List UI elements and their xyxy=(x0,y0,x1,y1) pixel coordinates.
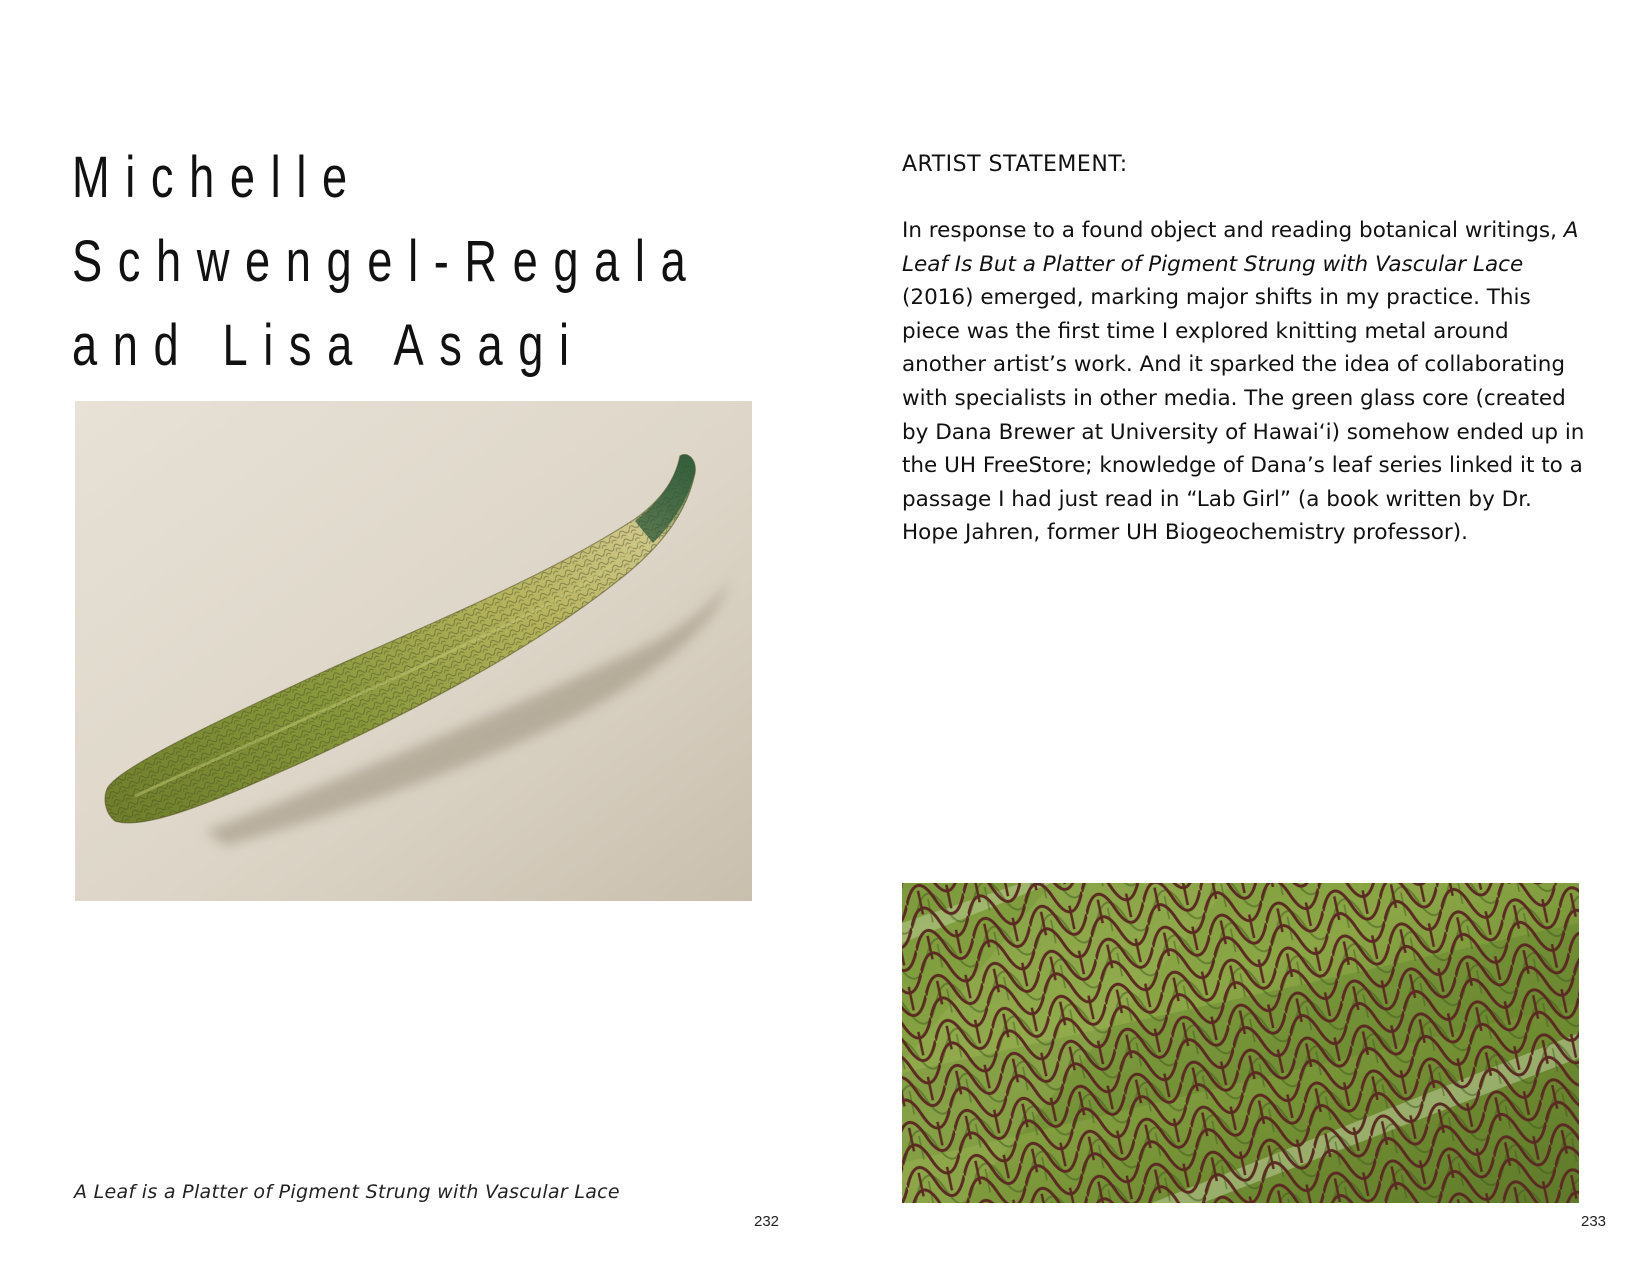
photo-caption: A Leaf is a Platter of Pigment Strung with Vascular Lace xyxy=(74,1181,620,1203)
wire-mesh-detail-photo xyxy=(902,883,1579,1203)
right-page xyxy=(825,0,1650,1275)
statement-text-part-2: (2016) emerged, marking major shifts in my practice. This piece was the first time I explored knitting metal around another artist’s work. And it sparked the idea of collaborating with specialists in other media. The green glass core (created by Dana Brewer at University of Hawai‘i) somehow ended up in the UH FreeStore; knowledge of Dana’s leaf series linked it to a passage I had just read in “Lab Girl” (a book written by Dr. Hope Jahren, former UH Biogeochemistry professor). xyxy=(902,285,1585,546)
wire-mesh-detail-image xyxy=(902,883,1579,1203)
artist-statement-text xyxy=(902,214,1592,550)
leaf-sculpture-photo xyxy=(75,401,752,901)
page-number-left: 232 xyxy=(754,1213,780,1230)
artist-names-title xyxy=(72,136,702,388)
title-line-2: Schwengel-Regala xyxy=(72,229,702,294)
page-number-right: 233 xyxy=(1581,1213,1607,1230)
title-line-3: and Lisa Asagi xyxy=(72,313,585,378)
artist-statement-heading: ARTIST STATEMENT: xyxy=(902,152,1128,177)
title-line-1: Michelle xyxy=(72,145,363,210)
work-title: A Leaf Is But a Platter of Pigment Strung with Vascular Lace xyxy=(902,218,1579,277)
statement-text-part-1: In response to a found object and reading botanical writings, xyxy=(902,218,1564,243)
leaf-sculpture-image xyxy=(75,401,752,901)
